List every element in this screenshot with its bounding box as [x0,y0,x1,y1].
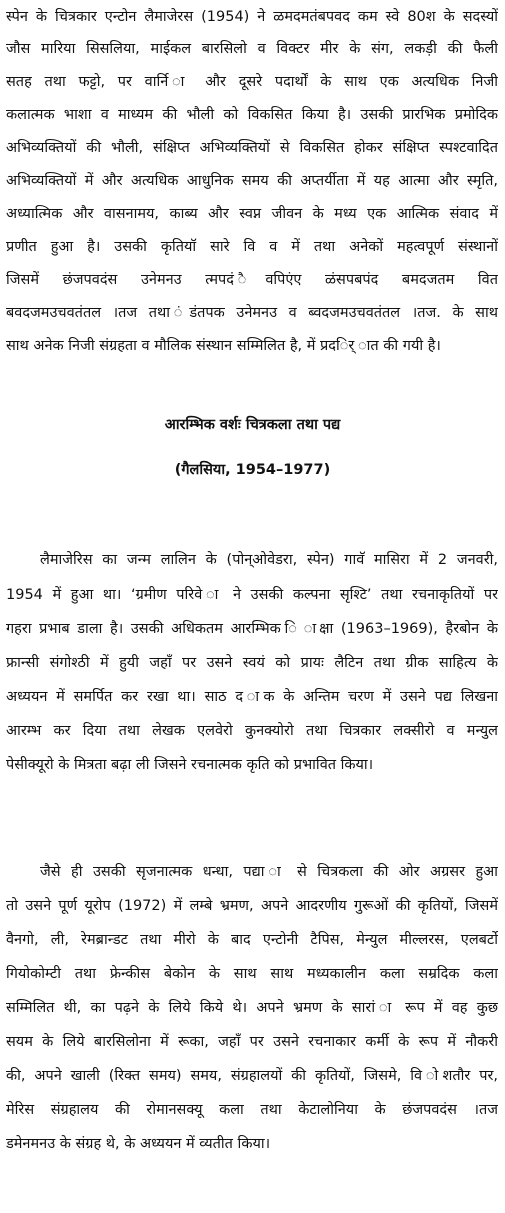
paragraph-3-line: की, अपने खाली (रिक्त समय) समय, संग्रहालयों की कृतियों, जिसमे, वि ोशतौर पर, [6,1068,498,1084]
paragraph-1-line: अभिव्यक्तियों में और अत्यधिक आधुनिक समय की अप्तर्यीता में यह आत्मा और स्मृति, [6,173,498,189]
paragraph-3-line: तो उसने पूर्ण यूरोप (1972) में लम्बे भ्रमण, अपने आदरणीय गुरूओं की कृतियों, जिसमें [6,898,498,914]
paragraph-3-line: सम्मिलित थी, का पढ़ने के लिये किये थे। अपने भ्रमण के सारां ा रूप में वह कुछ [6,1000,498,1016]
paragraph-2-line: फ्रान्सी संगोश्ठी में हुयी जहॉं पर उसने स्वयं को प्रायः लैटिन तथा ग्रीक साहित्य के [6,655,498,671]
section-heading: आरम्भिक वर्शः चित्रकला तथा पद्य [164,417,341,433]
paragraph-1-line: अभिव्यक्तियों की भौली, संक्षिप्त अभिव्यक्तियों से विकसित होकर संक्षिप्त स्पश्टवादित [6,140,498,156]
paragraph-1-line: कलात्मक भाशा व माध्यम की भौली को विकसित किया है। उसकी प्रारभिक प्रमोदिक [6,107,498,123]
paragraph-1-line: स्पेन के चित्रकार एन्टोन लैमाजेरस (1954) ने ळमदमतंबपवद कम स्वे 80श के सदस्यों [6,9,498,25]
paragraph-3-line: जैसे ही उसकी सृजनात्मक धन्धा, पद्या ा से चित्रकला की ओर अग्रसर हुआ [40,864,498,880]
paragraph-2-line: 1954 में हुआ था। ‘ग्रमीण परिवे ा ने उसकी कल्पना सृश्टि’ तथा रचनाकृतियों पर [6,587,498,603]
paragraph-3-line: गियोकोम्टी तथा फ्रेन्कीस बेकोन के साथ साथ मध्यकालीन कला सम्रदिक कला [6,966,498,982]
paragraph-3-line: मेरिस संग्रहालय की रोमानसक्यू कला तथा केटालोनिया के छंजपवदंस ।तज [6,1102,498,1118]
paragraph-2-line: लैमाजेरिस का जन्म लालिन के (पोन्ओवेडरा, स्पेन) गावॅ मासिरा में 2 जनवरी, [40,552,498,568]
paragraph-2-line: गहरा प्रभाब डाला है। उसकी अधिकतम आरम्भिक ि ाक्षा (1963–1969), हैरबोन के [6,621,498,637]
paragraph-2-line: आरम्भ कर दिया तथा लेखक एलवेरो कुनक्योरो तथा चित्रकार लक्सीरो व मन्युल [6,723,498,739]
paragraph-2-line: अध्ययन में समर्पित कर रखा था। साठ द ाक के अन्तिम चरण में उसने पद्य लिखना [6,689,498,705]
paragraph-3-line: डमेनमनउ के संग्रह थे, के अध्ययन में व्यतीत किया। [6,1136,271,1152]
paragraph-1-line: साथ अनेक निजी संग्रहता व मौलिक संस्थान सम्मिलित है, में प्रदर्ि ात की गयी है। [6,338,441,354]
paragraph-1-line: जिसमें छंजपवदंस उनेमनउ त्मपदं ैवपिएंए ळंसपबपंद बमदजतम वित [6,272,498,288]
paragraph-3-line: वैनगो, ली, रेमब्रान्डट तथा मीरो के बाद एन्टोनी टैपिस, मेन्युल मील्लरस, एलबर्टो [6,932,498,948]
paragraph-2-line: पेसीक्यूरो के मित्रता बढ़ा ली जिसने रचनात्मक कृति को प्रभावित किया। [6,757,374,773]
paragraph-1-line: प्रणीत हुआ है। उसकी कृतियॉ सारे वि व में तथा अनेकों महत्वपूर्ण संस्थानों [6,239,498,255]
section-subheading: (गैलसिया, 1954–1977) [174,462,331,478]
paragraph-1-line: जौस मारिया सिसलिया, माईकल बारसिलो व विक्टर मीर के संग, लकड़ी की फैली [6,41,498,57]
paragraph-1-line: सतह तथा फट्टो, पर वार्नि ा और दूसरे पदार्थों के साथ एक अत्यधिक निजी [6,74,498,90]
paragraph-1-line: अध्यात्मिक और वासनामय, काब्य और स्वप्न जीवन के मध्य एक आत्मिक संवाद में [6,206,498,222]
paragraph-1-line: बवदजमउचवतंतल ।तज तथा ंडंतपक उनेमनउ व ब्वदजमउचवतंतल ।तज. के साथ [6,305,498,321]
paragraph-3-line: सयम के लिये बारसिलोना में रूका, जहॉं पर उसने रचनाकार कर्मी के रूप में नौकरी [6,1034,498,1050]
